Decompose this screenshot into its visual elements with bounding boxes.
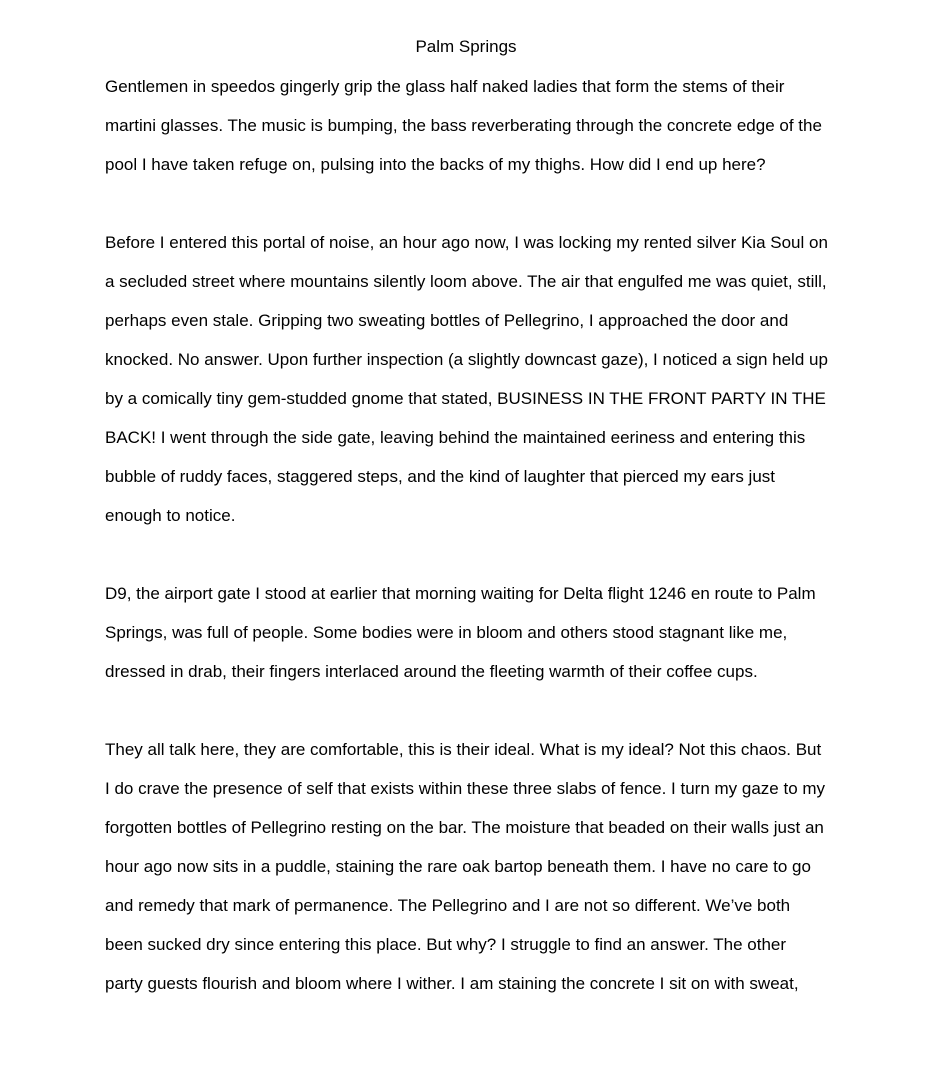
text-line: martini glasses. The music is bumping, the bass reverberating through the concrete edge of the	[105, 116, 822, 135]
text-line: D9, the airport gate I stood at earlier that morning waiting for Delta flight 1246 en route to Palm	[105, 584, 816, 603]
page-title: Palm Springs	[415, 37, 517, 56]
text-line: enough to notice.	[105, 506, 236, 525]
text-line: They all talk here, they are comfortable, this is their ideal. What is my ideal? Not this chaos. But	[105, 740, 822, 759]
text-line: BACK! I went through the side gate, leaving behind the maintained eeriness and entering this	[105, 428, 806, 447]
text-line: Springs, was full of people. Some bodies were in bloom and others stood stagnant like me,	[105, 623, 788, 642]
text-line: knocked. No answer. Upon further inspection (a slightly downcast gaze), I noticed a sign held up	[105, 350, 828, 369]
text-line: hour ago now sits in a puddle, staining the rare oak bartop beneath them. I have no care to go	[105, 857, 811, 876]
text-line: dressed in drab, their fingers interlaced around the fleeting warmth of their coffee cups.	[105, 662, 758, 681]
text-line: by a comically tiny gem-studded gnome that stated, BUSINESS IN THE FRONT PARTY IN THE	[105, 389, 826, 408]
text-line: perhaps even stale. Gripping two sweating bottles of Pellegrino, I approached the door and	[105, 311, 789, 330]
text-line: been sucked dry since entering this place. But why? I struggle to find an answer. The other	[105, 935, 787, 954]
text-line: forgotten bottles of Pellegrino resting on the bar. The moisture that beaded on their walls just an	[105, 818, 824, 837]
text-line: bubble of ruddy faces, staggered steps, and the kind of laughter that pierced my ears just	[105, 467, 776, 486]
text-line: and remedy that mark of permanence. The Pellegrino and I are not so different. We’ve both	[105, 896, 791, 915]
text-line: Before I entered this portal of noise, an hour ago now, I was locking my rented silver Kia Soul on	[105, 233, 828, 252]
text-line: I do crave the presence of self that exists within these three slabs of fence. I turn my gaze to my	[105, 779, 826, 798]
text-line: a secluded street where mountains silently loom above. The air that engulfed me was quiet, still,	[105, 272, 827, 291]
text-line: pool I have taken refuge on, pulsing into the backs of my thighs. How did I end up here?	[105, 155, 766, 174]
text-line: party guests flourish and bloom where I wither. I am staining the concrete I sit on with sweat,	[105, 974, 799, 993]
text-line: Gentlemen in speedos gingerly grip the glass half naked ladies that form the stems of their	[105, 77, 785, 96]
